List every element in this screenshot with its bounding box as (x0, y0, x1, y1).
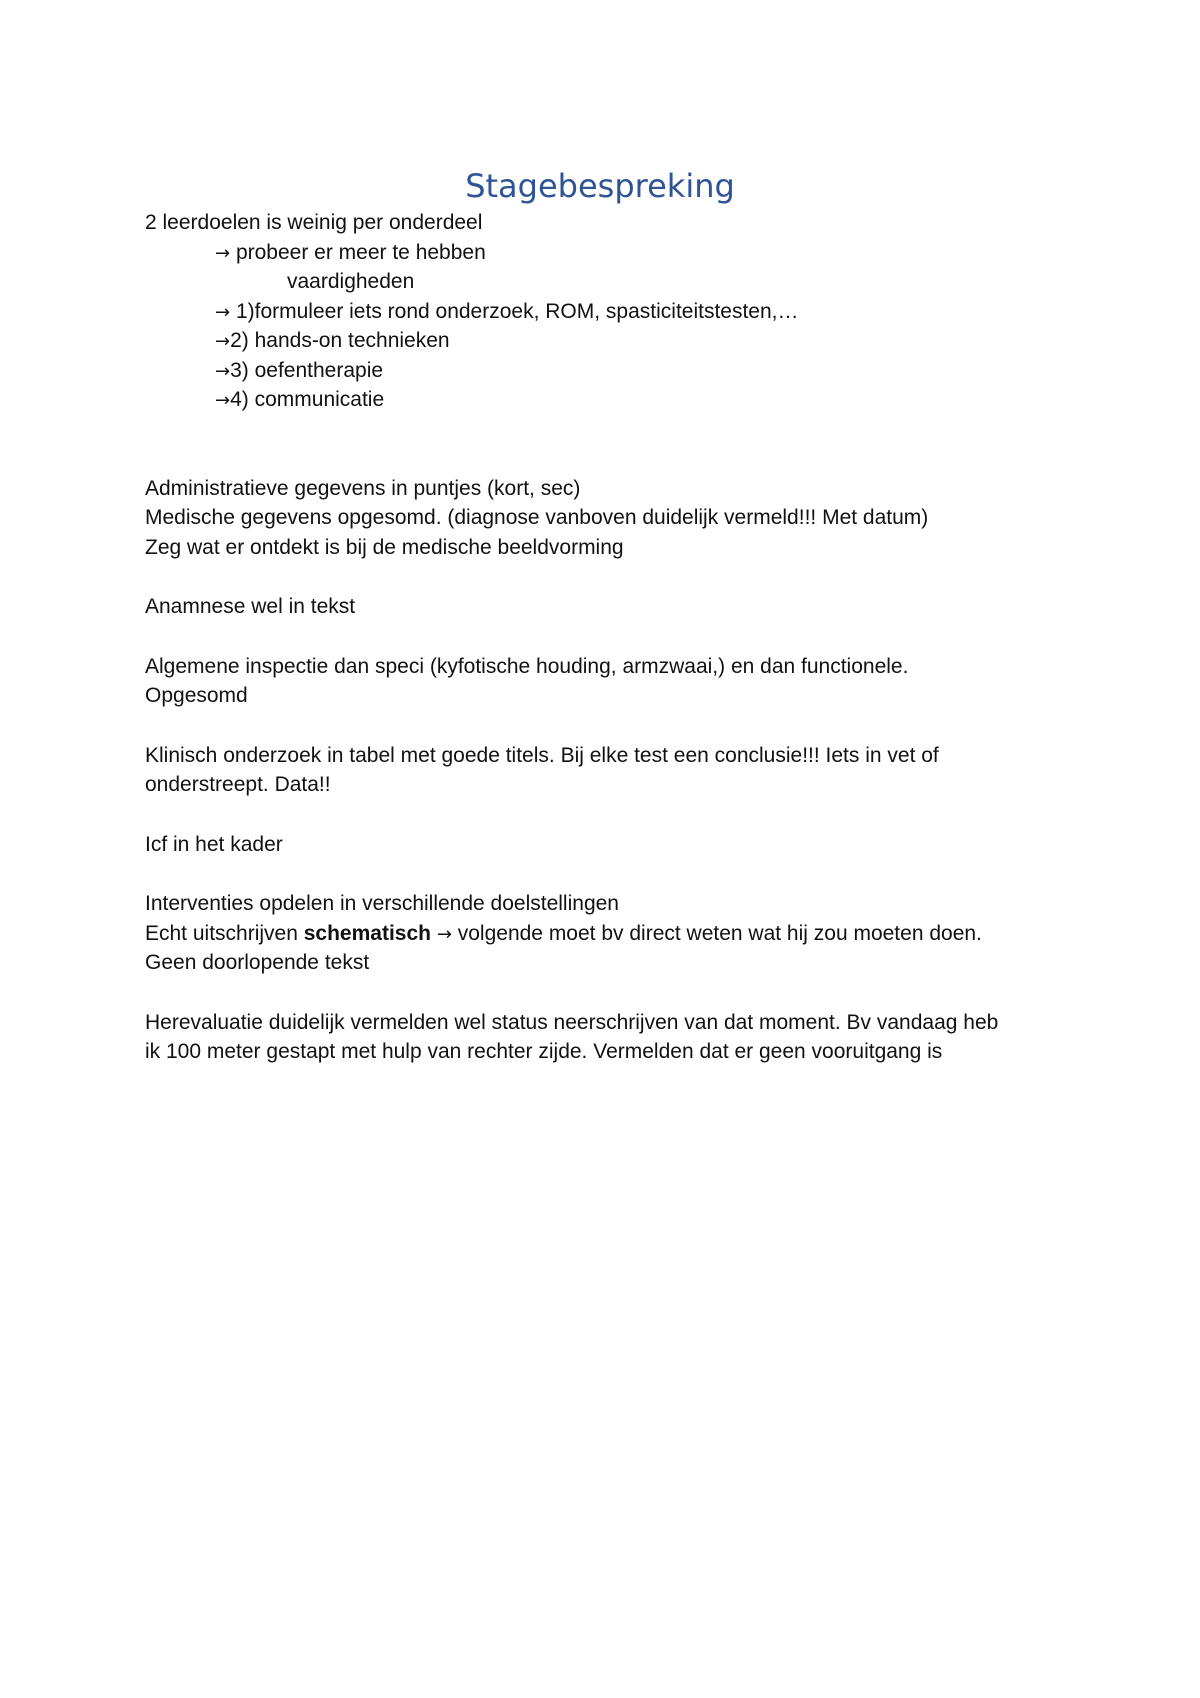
leerdoelen-item-text: 3) oefentherapie (230, 358, 384, 382)
leerdoelen-intro: 2 leerdoelen is weinig per onderdeel (145, 211, 483, 234)
inspectie-line: Algemene inspectie dan speci (kyfotische houding, armzwaai,) en dan functionele. (145, 654, 909, 678)
spacer (145, 562, 1085, 592)
klinisch-line: onderstreept. Data!! (145, 773, 331, 796)
leerdoelen-item (145, 385, 1085, 415)
leerdoelen-item-text: probeer er meer te hebben (235, 240, 486, 264)
arrow-icon: → (215, 301, 231, 323)
spacer (145, 415, 1085, 474)
leerdoelen-item (145, 356, 1085, 386)
leerdoelen-subitem: vaardigheden (287, 270, 415, 293)
leerdoelen-item (145, 326, 1085, 356)
arrow-icon: → (215, 390, 231, 411)
arrow-icon: → (436, 923, 452, 945)
leerdoelen-item-text: 2) hands-on technieken (230, 329, 450, 352)
anamnese-line: Anamnese wel in tekst (145, 595, 356, 618)
leerdoelen-item (145, 238, 1085, 268)
arrow-icon: → (215, 331, 231, 352)
spacer (145, 859, 1085, 889)
interventies-line: Interventies opdelen in verschillende doelstellingen (145, 892, 619, 915)
interventies-line: Geen doorlopende tekst (145, 951, 370, 974)
arrow-icon: → (215, 242, 231, 264)
leerdoelen-item-text: 4) communicatie (230, 388, 385, 411)
spacer (145, 800, 1085, 830)
interventies-text: Echt uitschrijven (145, 921, 304, 945)
inspectie-line: Opgesomd (145, 684, 248, 707)
document-title: Stagebespreking (465, 167, 735, 205)
interventies-line (145, 919, 1085, 949)
arrow-icon: → (215, 360, 231, 382)
admin-line: Administratieve gegevens in puntjes (kort, sec) (145, 476, 581, 500)
klinisch-line: Klinisch onderzoek in tabel met goede titels. Bij elke test een conclusie!!! Iets in vet of (145, 743, 939, 767)
icf-line: Icf in het kader (145, 832, 283, 856)
leerdoelen-item-text: 1)formuleer iets rond onderzoek, ROM, spasticiteitstesten,… (235, 299, 799, 323)
interventies-text: volgende moet bv direct weten wat hij zou moeten doen. (451, 921, 982, 945)
admin-line: Medische gegevens opgesomd. (diagnose vanboven duidelijk vermeld!!! Met datum) (145, 506, 929, 529)
spacer (145, 622, 1085, 652)
spacer (145, 711, 1085, 741)
interventies-bold-text: schematisch (303, 921, 431, 945)
leerdoelen-item (145, 297, 1085, 327)
document-body (145, 208, 1085, 1067)
herevaluatie-line: ik 100 meter gestapt met hulp van rechter zijde. Vermelden dat er geen vooruitgang is (145, 1040, 943, 1063)
spacer (145, 978, 1085, 1008)
admin-line: Zeg wat er ontdekt is bij de medische beeldvorming (145, 535, 624, 559)
herevaluatie-line: Herevaluatie duidelijk vermelden wel status neerschrijven van dat moment. Bv vandaag heb (145, 1010, 999, 1034)
